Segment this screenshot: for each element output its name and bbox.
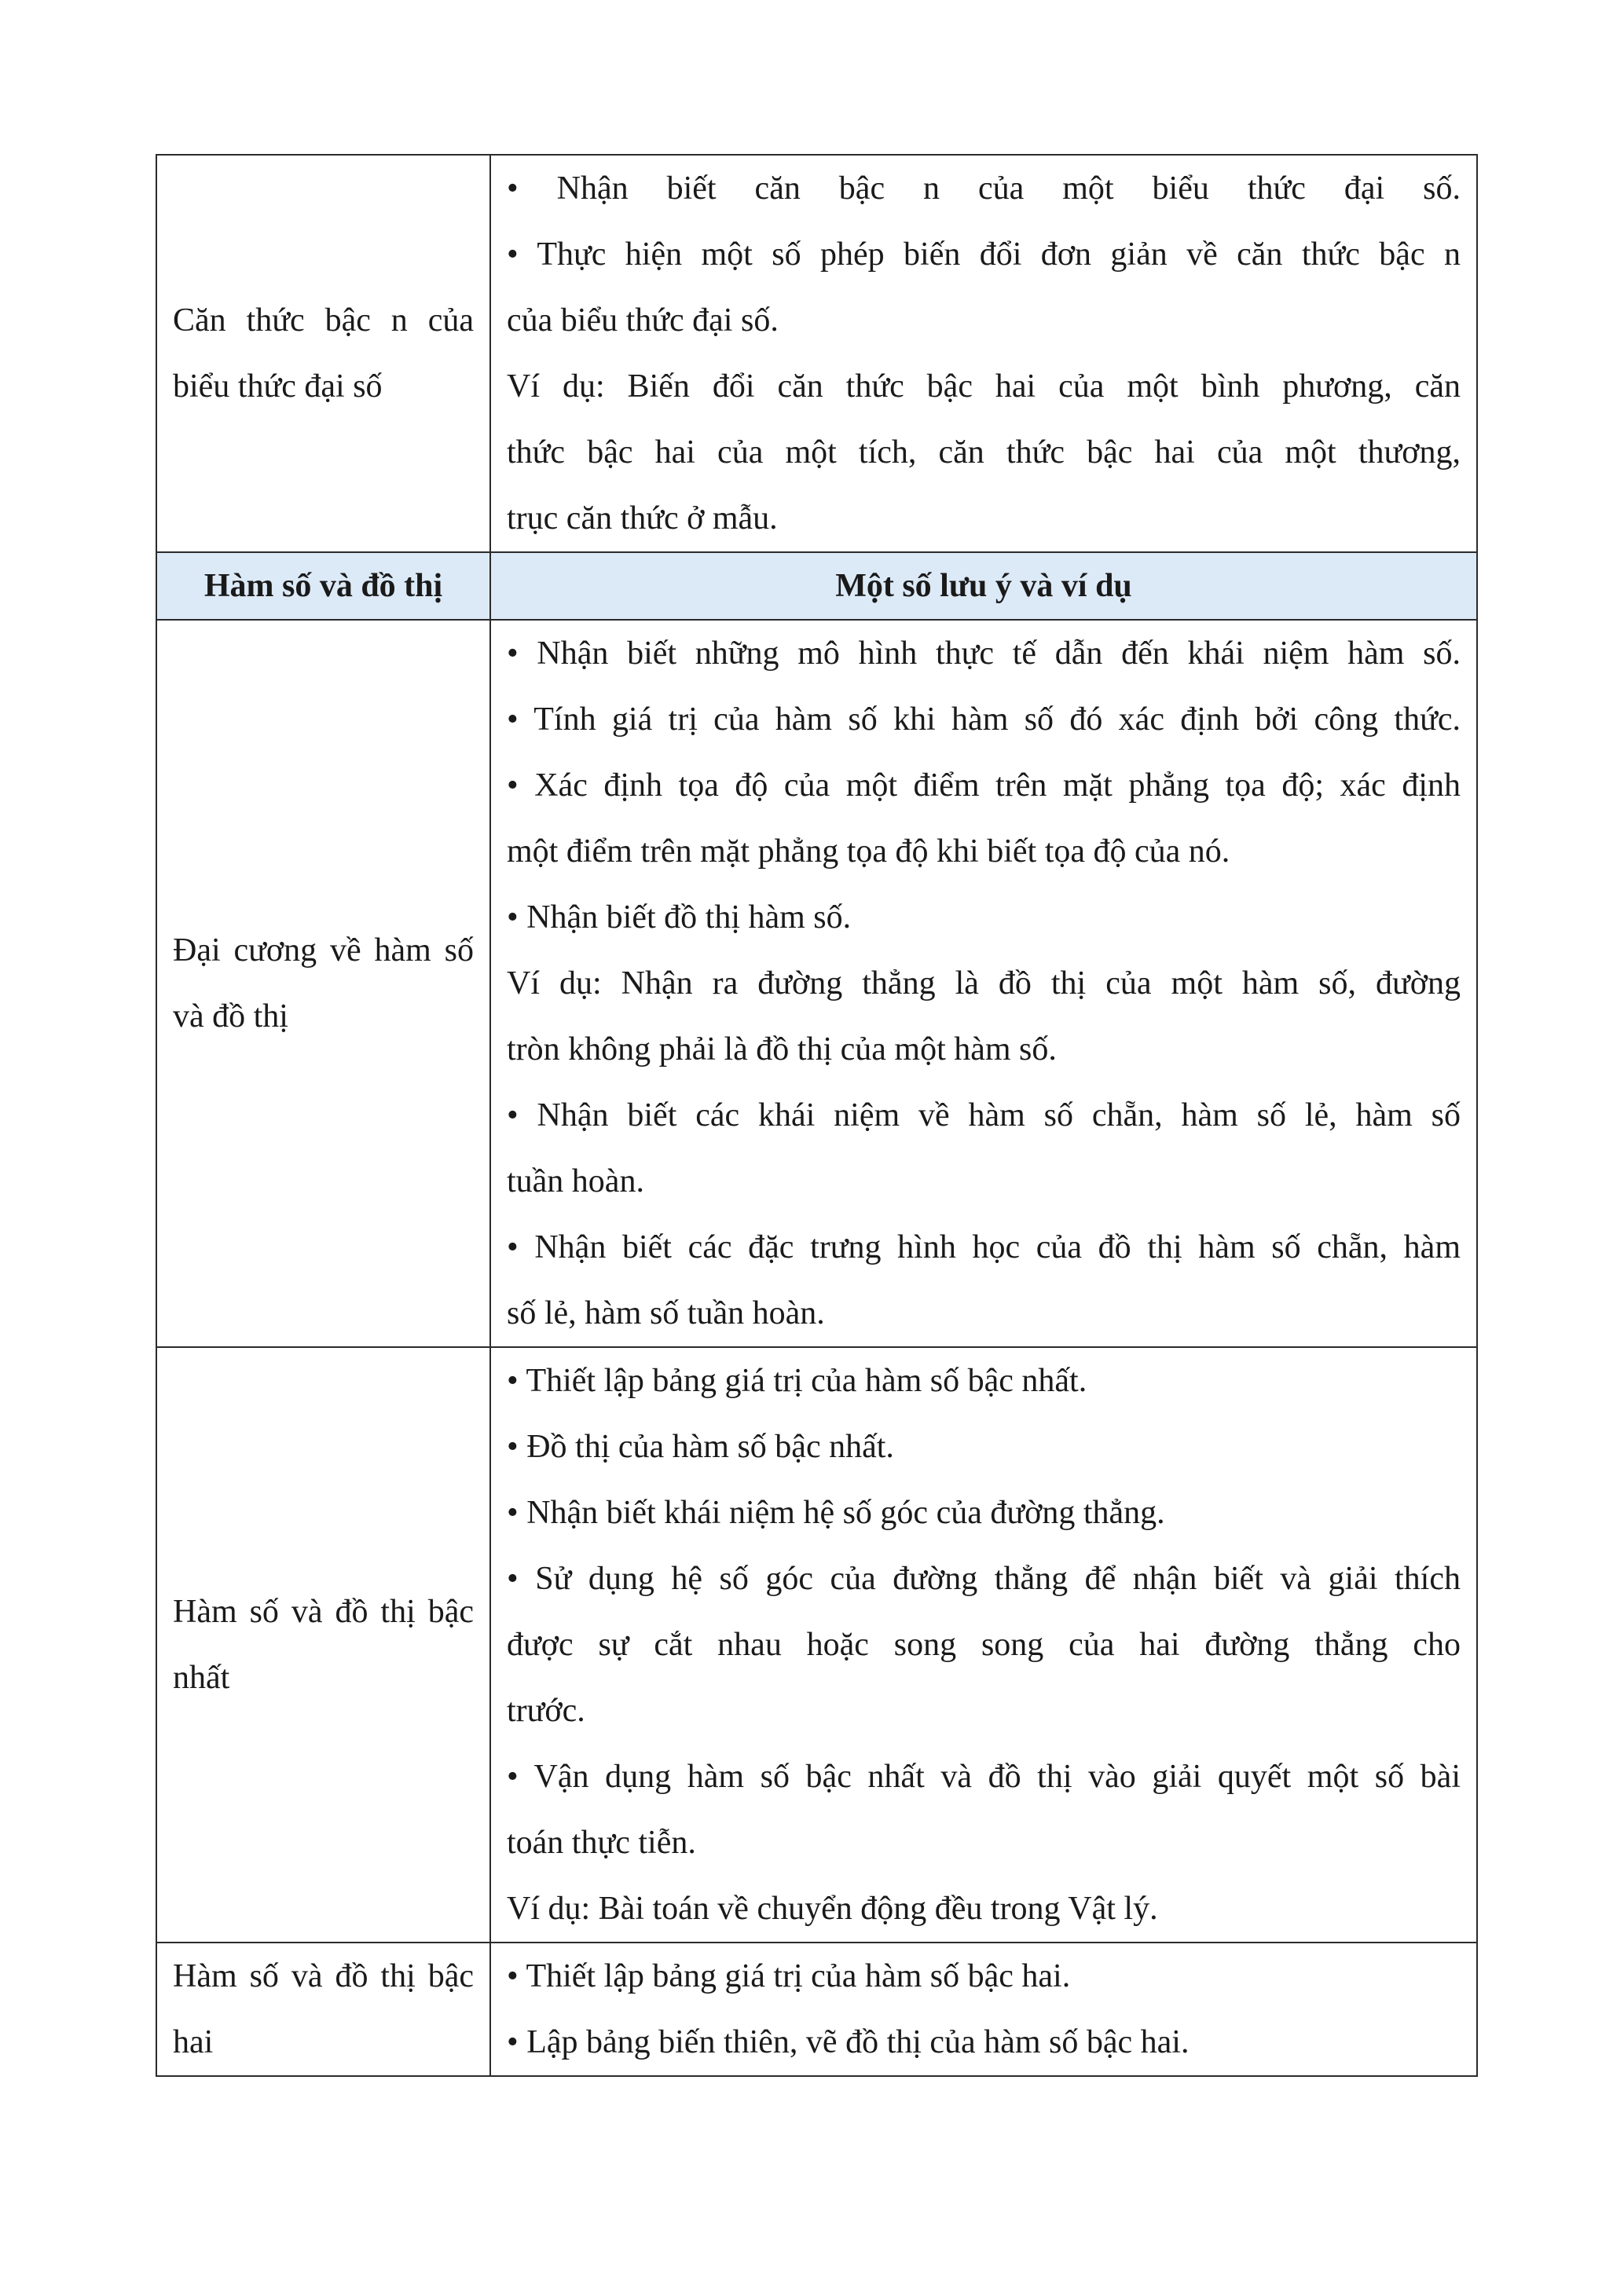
content-line: • Nhận biết các khái niệm về hàm số chẵn, hàm số lẻ, hàm số bbox=[507, 1097, 1461, 1133]
content-line: • Thiết lập bảng giá trị của hàm số bậc nhất. bbox=[507, 1363, 1087, 1399]
content-line: • Đồ thị của hàm số bậc nhất. bbox=[507, 1429, 894, 1465]
content-line: • Thiết lập bảng giá trị của hàm số bậc hai. bbox=[507, 1958, 1071, 1994]
content-line: toán thực tiễn. bbox=[507, 1825, 696, 1861]
content-line: trục căn thức ở mẫu. bbox=[507, 500, 778, 536]
table-row bbox=[156, 1943, 1477, 2076]
topic-label: Đại cương về hàm số và đồ thị bbox=[173, 932, 474, 1034]
topic-cell-functions-general bbox=[156, 620, 490, 1347]
topic-label: Hàm số và đồ thị bậc nhất bbox=[173, 1594, 474, 1696]
content-cell-functions-general bbox=[490, 620, 1477, 1347]
table-row bbox=[156, 1347, 1477, 1943]
table-header-row bbox=[156, 552, 1477, 620]
content-line: Ví dụ: Bài toán về chuyển động đều trong Vật lý. bbox=[507, 1891, 1158, 1927]
content-line: • Nhận biết đồ thị hàm số. bbox=[507, 899, 852, 936]
content-line: trước. bbox=[507, 1693, 585, 1729]
topic-cell-linear-functions bbox=[156, 1347, 490, 1943]
content-line: • Nhận biết khái niệm hệ số góc của đường thẳng. bbox=[507, 1495, 1165, 1531]
topic-label: Căn thức bậc n của biểu thức đại số bbox=[173, 302, 474, 405]
header-cell-right: Một số lưu ý và ví dụ bbox=[490, 552, 1477, 620]
content-line: số lẻ, hàm số tuần hoàn. bbox=[507, 1295, 825, 1331]
topic-cell-quadratic-functions bbox=[156, 1943, 490, 2076]
content-line: • Thực hiện một số phép biến đổi đơn giản về căn thức bậc n bbox=[507, 236, 1461, 273]
content-line: được sự cắt nhau hoặc song song của hai đường thẳng cho bbox=[507, 1627, 1461, 1663]
topic-label: Hàm số và đồ thị bậc hai bbox=[173, 1958, 474, 2060]
content-line: • Nhận biết những mô hình thực tế dẫn đến khái niệm hàm số. bbox=[507, 635, 1461, 672]
content-line: • Sử dụng hệ số góc của đường thẳng để nhận biết và giải thích bbox=[507, 1561, 1461, 1597]
content-line: thức bậc hai của một tích, căn thức bậc hai của một thương, bbox=[507, 434, 1461, 471]
content-line: • Vận dụng hàm số bậc nhất và đồ thị vào giải quyết một số bài bbox=[507, 1759, 1461, 1795]
content-line: • Nhận biết căn bậc n của một biểu thức đại số. bbox=[507, 170, 1461, 207]
table-row bbox=[156, 155, 1477, 552]
content-line: • Nhận biết các đặc trưng hình học của đồ thị hàm số chẵn, hàm bbox=[507, 1229, 1461, 1265]
curriculum-table bbox=[156, 154, 1478, 2077]
content-cell-quadratic-functions bbox=[490, 1943, 1477, 2076]
header-cell-left: Hàm số và đồ thị bbox=[156, 552, 490, 620]
content-cell-linear-functions bbox=[490, 1347, 1477, 1943]
content-line: • Tính giá trị của hàm số khi hàm số đó xác định bởi công thức. bbox=[507, 701, 1461, 738]
content-line: một điểm trên mặt phẳng tọa độ khi biết tọa độ của nó. bbox=[507, 833, 1230, 870]
content-line: tuần hoàn. bbox=[507, 1163, 644, 1199]
content-line: tròn không phải là đồ thị của một hàm số. bbox=[507, 1031, 1057, 1067]
content-line: • Lập bảng biến thiên, vẽ đồ thị của hàm số bậc hai. bbox=[507, 2024, 1190, 2060]
content-line: Ví dụ: Nhận ra đường thẳng là đồ thị của một hàm số, đường bbox=[507, 965, 1461, 1002]
content-cell-radicals bbox=[490, 155, 1477, 552]
table-row bbox=[156, 620, 1477, 1347]
content-line: của biểu thức đại số. bbox=[507, 302, 779, 339]
content-line: Ví dụ: Biến đổi căn thức bậc hai của một bình phương, căn bbox=[507, 368, 1461, 405]
content-line: • Xác định tọa độ của một điểm trên mặt phẳng tọa độ; xác định bbox=[507, 767, 1461, 804]
topic-cell-radicals bbox=[156, 155, 490, 552]
